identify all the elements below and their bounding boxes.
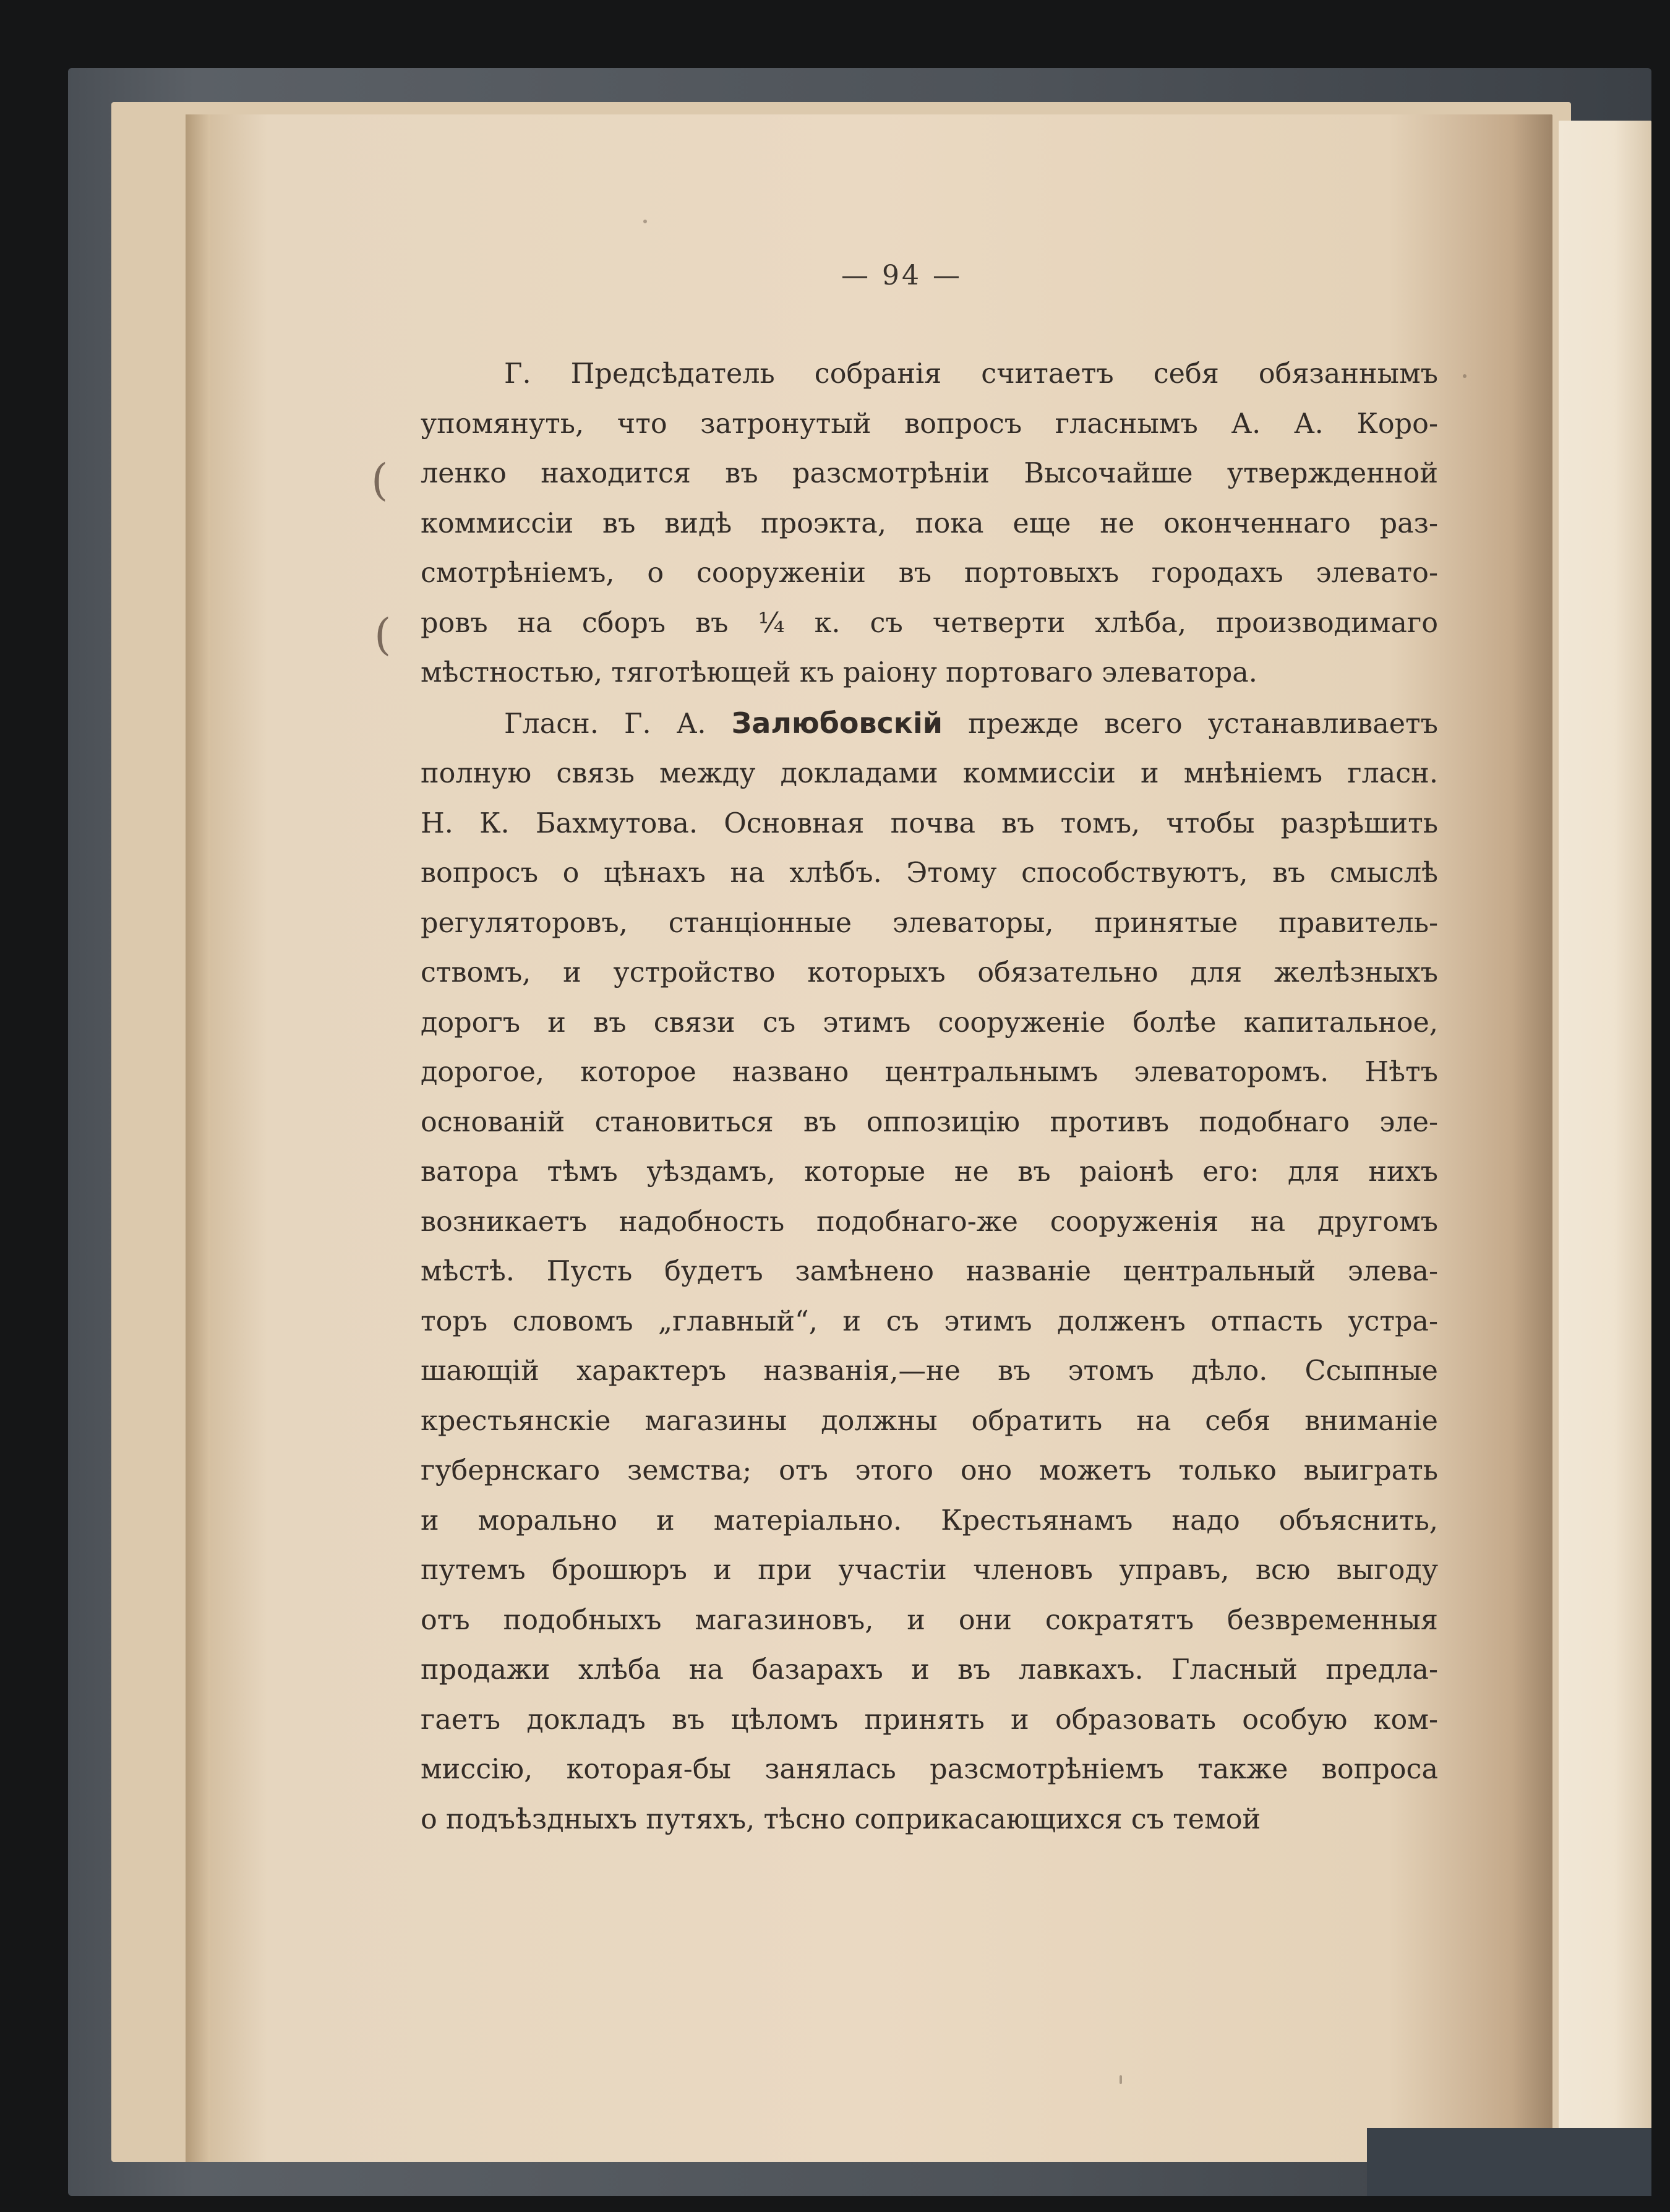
text-line: гаетъ докладъ въ цѣломъ принять и образовать особую ком- (421, 1704, 1438, 1736)
speaker-line-rest: прежде всего устанавливаетъ (968, 708, 1438, 740)
body-text (421, 349, 1438, 1845)
facing-page-edge (1559, 121, 1651, 2168)
text-line: основаній становиться въ оппозицію противъ подобнаго эле- (421, 1106, 1438, 1138)
text-line: Г. Предсѣдатель собранія считаетъ себя обязаннымъ (504, 358, 1438, 390)
text-line: и морально и матеріально. Крестьянамъ надо объяснить, (421, 1504, 1438, 1537)
text-line: крестьянскіе магазины должны обратить на себя вниманіе (421, 1405, 1438, 1437)
page-number: — 94 — (841, 260, 962, 291)
text-line: коммиссіи въ видѣ проэкта, пока еще не оконченнаго раз- (421, 507, 1438, 539)
text-line: мѣстностью, тяготѣющей къ раіону портоваго элеватора. (421, 657, 1257, 688)
text-line: регуляторовъ, станціонные элеваторы, принятые правитель- (421, 907, 1438, 939)
text-line: торъ словомъ „главный“, и съ этимъ долженъ отпасть устра- (421, 1305, 1438, 1337)
text-line: дорогое, которое названо центральнымъ элеваторомъ. Нѣтъ (421, 1057, 1438, 1088)
speaker-prefix: Гласн. Г. А. (504, 708, 706, 740)
text-line: отъ подобныхъ магазиновъ, и они сократятъ безвременныя (421, 1604, 1438, 1636)
margin-mark: ( (374, 609, 392, 660)
text-line: губернскаго земства; отъ этого оно можетъ только выиграть (421, 1455, 1438, 1486)
text-line: путемъ брошюръ и при участіи членовъ управъ, всю выгоду (421, 1554, 1438, 1586)
text-line: вопросъ о цѣнахъ на хлѣбъ. Этому способствуютъ, въ смыслѣ (421, 857, 1438, 889)
paper-speck (643, 220, 647, 223)
margin-mark: ( (371, 455, 388, 505)
page-gutter (186, 114, 210, 2162)
text-line: о подъѣздныхъ путяхъ, тѣсно соприкасающихся съ темой (421, 1803, 1261, 1835)
text-line: ватора тѣмъ уѣздамъ, которые не въ раіонѣ его: для нихъ (421, 1156, 1438, 1188)
text-line: дорогъ и въ связи съ этимъ сооруженіе болѣе капитальное, (421, 1006, 1438, 1039)
text-line: мѣстѣ. Пусть будетъ замѣнено названіе центральный элева- (421, 1256, 1438, 1287)
text-line-speaker (421, 698, 1438, 750)
text-line: смотрѣніемъ, о сооруженіи въ портовыхъ городахъ элевато- (421, 557, 1438, 589)
text-line: миссію, которая-бы занялась разсмотрѣніемъ также вопроса (421, 1754, 1438, 1785)
text-line: упомянуть, что затронутый вопросъ гласнымъ А. А. Коро- (421, 408, 1438, 440)
text-line: ровъ на сборъ въ ¼ к. съ четверти хлѣба, производимаго (421, 607, 1438, 639)
paper-speck (1463, 374, 1467, 378)
text-line: ленко находится въ разсмотрѣніи Высочайше утвержденной (421, 458, 1438, 489)
text-line: возникаетъ надобность подобнаго-же сооруженія на другомъ (421, 1206, 1438, 1238)
text-line: Н. К. Бахмутова. Основная почва въ томъ, чтобы разрѣшить (421, 807, 1438, 839)
paper-speck (1120, 2075, 1122, 2084)
speaker-name: Залюбовскій (731, 706, 943, 740)
text-line: ствомъ, и устройство которыхъ обязательно для желѣзныхъ (421, 957, 1438, 988)
text-line: шающій характеръ названія,—не въ этомъ дѣло. Ссыпные (421, 1355, 1438, 1387)
spine-corner (1367, 2128, 1651, 2196)
text-line: полную связь между докладами коммиссіи и мнѣніемъ гласн. (421, 758, 1438, 789)
text-line: продажи хлѣба на базарахъ и въ лавкахъ. Гласный предла- (421, 1654, 1438, 1686)
